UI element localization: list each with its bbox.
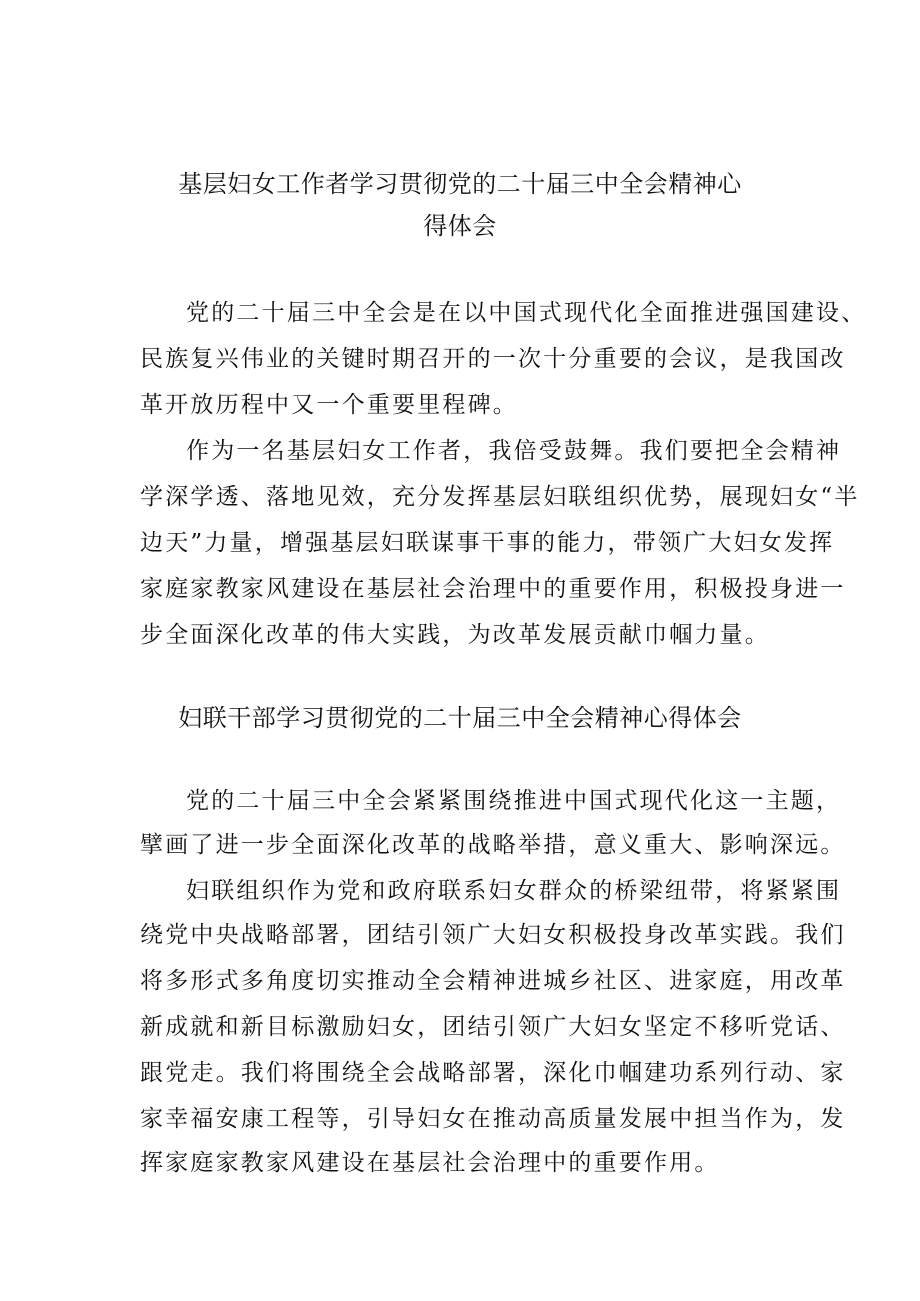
article1-line: 作为一名基层妇女工作者，我倍受鼓舞。我们要把全会精神: [186, 438, 842, 464]
article2-line: 绕党中央战略部署，团结引领广大妇女积极投身改革实践。我们: [140, 922, 846, 948]
article1-line: 革开放历程中又一个重要里程碑。: [140, 392, 518, 418]
article1-line: 家庭家教家风建设在基层社会治理中的重要作用，积极投身进一: [140, 576, 846, 602]
article1-title-line1: 基层妇女工作者学习贯彻党的二十届三中全会精神心: [178, 170, 742, 198]
article1-title-line2: 得体会: [423, 212, 497, 240]
article2-line: 擘画了进一步全面深化改革的战略举措，意义重大、影响深远。: [140, 832, 846, 858]
article2-line: 妇联组织作为党和政府联系妇女群众的桥梁纽带，将紧紧围: [186, 878, 842, 904]
article2-line: 新成就和新目标激励妇女，团结引领广大妇女坚定不移听党话、: [140, 1014, 846, 1040]
article1-line: 步全面深化改革的伟大实践，为改革发展贡献巾帼力量。: [140, 622, 770, 648]
article2-title: 妇联干部学习贯彻党的二十届三中全会精神心得体会: [178, 704, 742, 732]
article1-line: 边天”力量，增强基层妇联谋事干事的能力，带领广大妇女发挥: [140, 530, 835, 556]
article2-line: 挥家庭家教家风建设在基层社会治理中的重要作用。: [140, 1150, 720, 1176]
article2-line: 将多形式多角度切实推动全会精神进城乡社区、进家庭，用改革: [140, 968, 846, 994]
article1-line: 党的二十届三中全会是在以中国式现代化全面推进强国建设、: [186, 300, 867, 326]
article1-line: 民族复兴伟业的关键时期召开的一次十分重要的会议，是我国改: [140, 346, 846, 372]
article2-line: 家幸福安康工程等，引导妇女在推动高质量发展中担当作为，发: [140, 1106, 846, 1132]
article1-line: 学深学透、落地见效，充分发挥基层妇联组织优势，展现妇女“半: [140, 484, 860, 510]
article2-line: 跟党走。我们将围绕全会战略部署，深化巾帼建功系列行动、家: [140, 1060, 846, 1086]
article2-line: 党的二十届三中全会紧紧围绕推进中国式现代化这一主题，: [186, 788, 842, 814]
